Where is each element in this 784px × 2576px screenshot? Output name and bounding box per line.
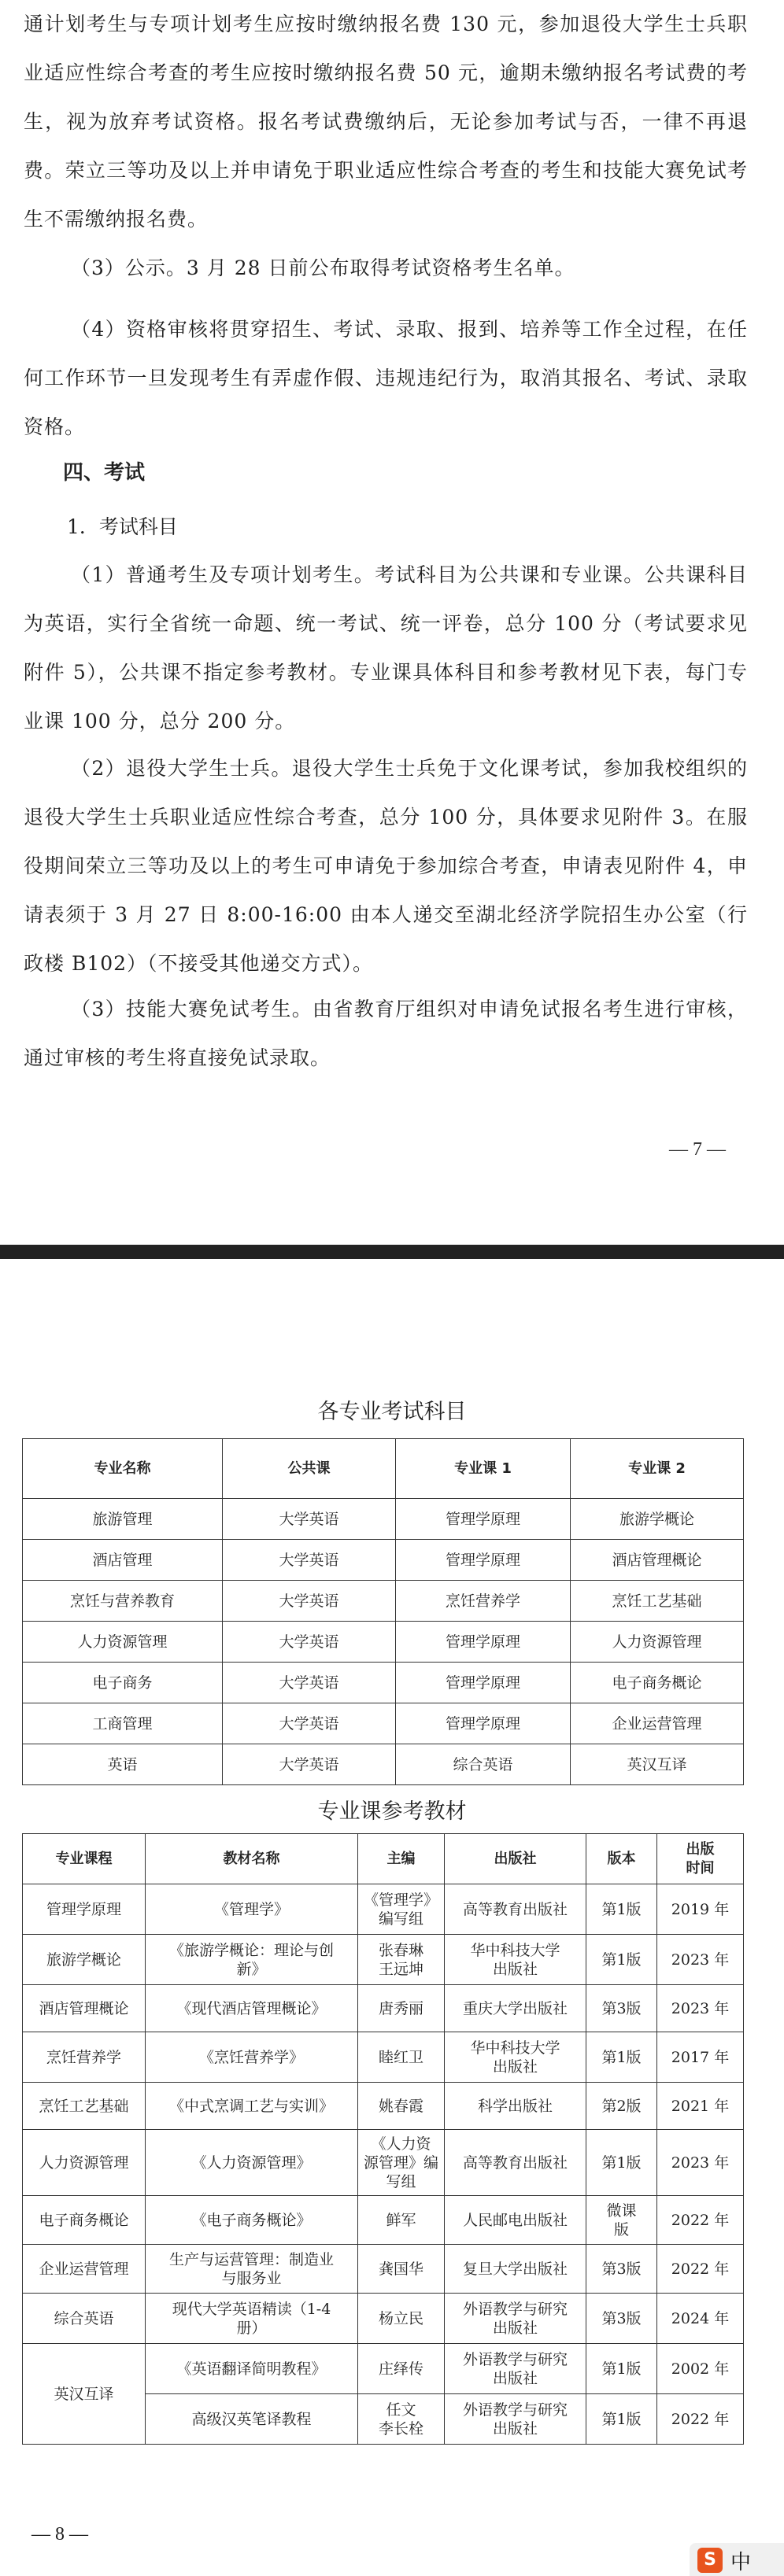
table-cell: 姚春霞 <box>358 2083 445 2130</box>
table-cell: 酒店管理 <box>23 1540 223 1581</box>
table-cell: 2017 年 <box>657 2032 744 2083</box>
table-row <box>23 2032 744 2083</box>
table-cell: 华中科技大学 出版社 <box>445 1935 586 1985</box>
table-cell: 第1版 <box>586 2344 657 2394</box>
table-cell: 大学英语 <box>223 1744 396 1785</box>
page-8 <box>0 1259 784 2576</box>
table-cell: 外语教学与研究 出版社 <box>445 2294 586 2344</box>
table-cell: 生产与运营管理：制造业 与服务业 <box>146 2245 358 2294</box>
table-cell: 科学出版社 <box>445 2083 586 2130</box>
sogou-icon: S <box>697 2548 723 2573</box>
table-cell: 张春琳 王远坤 <box>358 1935 445 1985</box>
table-cell: 烹饪营养学 <box>396 1581 571 1622</box>
section-heading: 四、考试 <box>63 461 146 485</box>
table-cell: 高级汉英笔译教程 <box>146 2394 358 2445</box>
table-cell: 烹饪工艺基础 <box>571 1581 744 1622</box>
table-cell: 第3版 <box>586 2294 657 2344</box>
table-row <box>23 2245 744 2294</box>
table-row <box>23 1581 744 1622</box>
table-row <box>23 2196 744 2245</box>
table-cell: 管理学原理 <box>396 1499 571 1540</box>
table-cell: 高等教育出版社 <box>445 2130 586 2196</box>
table-cell: 人力资源管理 <box>23 2130 146 2196</box>
table-cell: 烹饪与营养教育 <box>23 1581 223 1622</box>
table-cell: 第3版 <box>586 2245 657 2294</box>
table-cell: 外语教学与研究 出版社 <box>445 2394 586 2445</box>
header-cell: 专业课 1 <box>396 1439 571 1499</box>
table-cell: 2022 年 <box>657 2394 744 2445</box>
table-cell: 大学英语 <box>223 1622 396 1663</box>
table-row <box>23 2294 744 2344</box>
table-cell: 英汉互译 <box>571 1744 744 1785</box>
table-cell: 第2版 <box>586 2083 657 2130</box>
table-cell: 企业运营管理 <box>571 1703 744 1744</box>
table-cell: 任文 李长栓 <box>358 2394 445 2445</box>
table-row <box>23 1744 744 1785</box>
header-cell: 专业名称 <box>23 1439 223 1499</box>
table-row <box>23 1540 744 1581</box>
table-row <box>23 1663 744 1703</box>
table-cell: 2024 年 <box>657 2294 744 2344</box>
table-cell: 旅游学概论 <box>23 1935 146 1985</box>
table-cell: 《现代酒店管理概论》 <box>146 1985 358 2032</box>
paragraph-publicity: （3）公示。3 月 28 日前公布取得考试资格考生名单。 <box>71 256 575 279</box>
table-cell: 《人力资源管理》 <box>146 2130 358 2196</box>
table-cell: 管理学原理 <box>396 1622 571 1663</box>
table-cell: 唐秀丽 <box>358 1985 445 2032</box>
page-number: — 7 — <box>669 1139 726 1160</box>
table-cell: 2022 年 <box>657 2196 744 2245</box>
table-cell: 管理学原理 <box>396 1663 571 1703</box>
table-cell: 旅游学概论 <box>571 1499 744 1540</box>
table-cell: 电子商务概论 <box>571 1663 744 1703</box>
table-cell: 企业运营管理 <box>23 2245 146 2294</box>
table-row <box>23 1622 744 1663</box>
table-cell: 华中科技大学 出版社 <box>445 2032 586 2083</box>
ime-mode-label: 中 <box>730 2551 752 2574</box>
table-header-row <box>23 1834 744 1884</box>
table-cell: 管理学原理 <box>23 1884 146 1935</box>
header-cell: 出版 时间 <box>657 1834 744 1884</box>
header-cell: 主编 <box>358 1834 445 1884</box>
table-cell: 人力资源管理 <box>23 1622 223 1663</box>
table-row <box>23 2130 744 2196</box>
paragraph-skills-contest: （3）技能大赛免试考生。由省教育厅组织对申请免试报名考生进行审核，通过审核的考生将直接免试录取。 <box>24 998 748 1069</box>
header-cell: 公共课 <box>223 1439 396 1499</box>
table-cell: 大学英语 <box>223 1499 396 1540</box>
table-cell: 电子商务 <box>23 1663 223 1703</box>
paragraph-general-exam: （1）普通考生及专项计划考生。考试科目为公共课和专业课。公共课科目为英语，实行全省统一命题、统一考试、统一评卷，总分 100 分（考试要求见附件 5），公共课不指定参考教材。专业课具体科目和参考教材见下表，每门专业课 100 分，总分 200 分。 <box>24 563 748 733</box>
table-cell: 《烹饪营养学》 <box>146 2032 358 2083</box>
header-cell: 版本 <box>586 1834 657 1884</box>
table-cell: 2022 年 <box>657 2245 744 2294</box>
table-cell: 英汉互译 <box>23 2344 146 2445</box>
table-cell: 烹饪工艺基础 <box>23 2083 146 2130</box>
table-cell: 《管理学》 <box>146 1884 358 1935</box>
page-7 <box>0 0 784 1243</box>
table-cell: 《管理学》 编写组 <box>358 1884 445 1935</box>
header-cell: 专业课 2 <box>571 1439 744 1499</box>
table-title-textbooks: 专业课参考教材 <box>317 1799 467 1824</box>
table-cell: 酒店管理概论 <box>571 1540 744 1581</box>
table-cell: 复旦大学出版社 <box>445 2245 586 2294</box>
table-cell: 睦红卫 <box>358 2032 445 2083</box>
table-cell: 烹饪营养学 <box>23 2032 146 2083</box>
table-cell: 大学英语 <box>223 1540 396 1581</box>
table-cell: 英语 <box>23 1744 223 1785</box>
table-cell: 管理学原理 <box>396 1540 571 1581</box>
table-title-subjects: 各专业考试科目 <box>317 1400 467 1424</box>
subjects-table <box>22 1438 744 1785</box>
table-row <box>23 1985 744 2032</box>
table-cell: 高等教育出版社 <box>445 1884 586 1935</box>
table-cell: 重庆大学出版社 <box>445 1985 586 2032</box>
table-header-row <box>23 1439 744 1499</box>
subsection-heading: 1．考试科目 <box>67 515 178 538</box>
table-cell: 酒店管理概论 <box>23 1985 146 2032</box>
table-cell: 2021 年 <box>657 2083 744 2130</box>
table-cell: 2023 年 <box>657 1985 744 2032</box>
table-cell: 《电子商务概论》 <box>146 2196 358 2245</box>
table-cell: 管理学原理 <box>396 1703 571 1744</box>
table-cell: 2002 年 <box>657 2344 744 2394</box>
paragraph-veteran: （2）退役大学生士兵。退役大学生士兵免于文化课考试，参加我校组织的退役大学生士兵职业适应性综合考查，总分 100 分，具体要求见附件 3。在服役期间荣立三等功及以上的考生可申请免于参加综合考查，申请表见附件 4，申请表须于 3 月 27 日 8:00-16:00 由本人递交至湖北经济学院招生办公室（行政楼 B102）（不接受其他递交方式）。 <box>24 757 748 975</box>
table-cell: 综合英语 <box>23 2294 146 2344</box>
paragraph-fee: 通计划考生与专项计划考生应按时缴纳报名费 130 元，参加退役大学生士兵职业适应性综合考查的考生应按时缴纳报名费 50 元，逾期未缴纳报名考试费的考生，视为放弃考试资格。报名考试费缴纳后，无论参加考试与否，一律不再退费。荣立三等功及以上并申请免于职业适应性综合考查的考生和技能大赛免试考生不需缴纳报名费。 <box>24 13 748 231</box>
table-cell: 第3版 <box>586 1985 657 2032</box>
table-cell: 第1版 <box>586 2032 657 2083</box>
table-cell: 现代大学英语精读（1-4 册） <box>146 2294 358 2344</box>
table-cell: 第1版 <box>586 2130 657 2196</box>
table-cell: 大学英语 <box>223 1703 396 1744</box>
table-cell: 旅游管理 <box>23 1499 223 1540</box>
table-cell: 《中式烹调工艺与实训》 <box>146 2083 358 2130</box>
table-row <box>23 1499 744 1540</box>
page-divider <box>0 1245 784 1259</box>
table-cell: 工商管理 <box>23 1703 223 1744</box>
table-cell: 《人力资 源管理》编 写组 <box>358 2130 445 2196</box>
table-row <box>23 2083 744 2130</box>
table-cell: 2023 年 <box>657 1935 744 1985</box>
table-cell: 第1版 <box>586 2394 657 2445</box>
table-cell: 大学英语 <box>223 1581 396 1622</box>
table-cell: 2019 年 <box>657 1884 744 1935</box>
table-cell: 人力资源管理 <box>571 1622 744 1663</box>
table-row <box>23 1884 744 1935</box>
table-cell: 微课 版 <box>586 2196 657 2245</box>
table-cell: 第1版 <box>586 1884 657 1935</box>
table-cell: 第1版 <box>586 1935 657 1985</box>
table-row <box>23 1703 744 1744</box>
table-cell: 人民邮电出版社 <box>445 2196 586 2245</box>
table-row <box>23 2344 744 2394</box>
table-cell: 庄绎传 <box>358 2344 445 2394</box>
table-cell: 大学英语 <box>223 1663 396 1703</box>
table-cell: 《英语翻译简明教程》 <box>146 2344 358 2394</box>
table-row <box>23 1935 744 1985</box>
header-cell: 教材名称 <box>146 1834 358 1884</box>
table-cell: 外语教学与研究 出版社 <box>445 2344 586 2394</box>
header-cell: 专业课程 <box>23 1834 146 1884</box>
table-cell: 鲜军 <box>358 2196 445 2245</box>
table-cell: 电子商务概论 <box>23 2196 146 2245</box>
header-cell: 出版社 <box>445 1834 586 1884</box>
paragraph-review: （4）资格审核将贯穿招生、考试、录取、报到、培养等工作全过程，在任何工作环节一旦发现考生有弄虚作假、违规违纪行为，取消其报名、考试、录取资格。 <box>24 318 748 438</box>
table-cell: 《旅游学概论：理论与创 新》 <box>146 1935 358 1985</box>
table-cell: 综合英语 <box>396 1744 571 1785</box>
page-number: — 8 — <box>31 2524 88 2545</box>
table-cell: 杨立民 <box>358 2294 445 2344</box>
ime-indicator[interactable] <box>690 2543 784 2576</box>
table-cell: 龚国华 <box>358 2245 445 2294</box>
textbooks-table <box>22 1833 744 2445</box>
table-cell: 2023 年 <box>657 2130 744 2196</box>
